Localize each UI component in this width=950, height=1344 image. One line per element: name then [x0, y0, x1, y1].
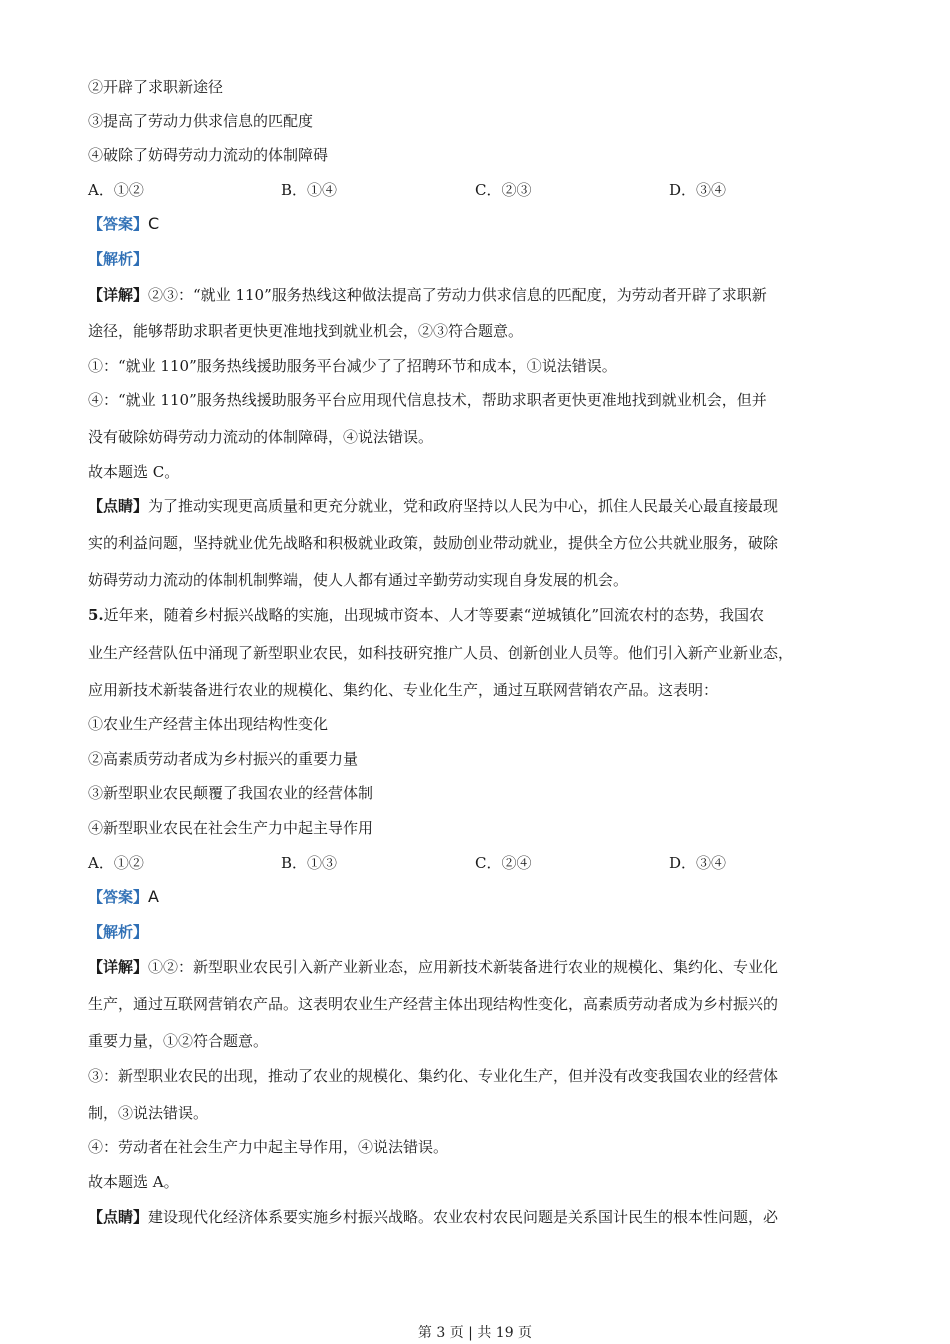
- q4-detail-line-2: 途径，能够帮助求职者更快更准地找到就业机会，②③符合题意。: [88, 322, 524, 340]
- q5-option-4: ④新型职业农民在社会生产力中起主导作用: [88, 819, 374, 837]
- q4-detail-line-4: ④：“就业 110”服务热线援助服务平台应用现代信息技术，帮助求职者更快更准地找到就业机会，但并: [88, 391, 767, 409]
- q5-detail-line-6: ④：劳动者在社会生产力中起主导作用，④说法错误。: [88, 1138, 449, 1156]
- q5-choice-d: D．③④: [669, 854, 727, 872]
- q5-choice-b: B．①③: [281, 854, 338, 872]
- q5-detail-line-5: 制，③说法错误。: [88, 1104, 209, 1122]
- detail-tag: 【详解】: [88, 286, 149, 304]
- q4-choice-a: A．①②: [88, 181, 144, 199]
- answer-tag: 【答案】: [88, 215, 149, 233]
- point-tag: 【点睛】: [88, 497, 149, 515]
- answer-value: A: [148, 887, 159, 906]
- q4-detail-line-3: ①：“就业 110”服务热线援助服务平台减少了了招聘环节和成本，①说法错误。: [88, 357, 617, 375]
- q5-detail-line-1: [88, 957, 778, 977]
- point-text: 为了推动实现更高质量和更充分就业，党和政府坚持以人民为中心，抓住人民最关心最直接最现: [148, 497, 779, 515]
- q5-detail-line-3: 重要力量，①②符合题意。: [88, 1032, 269, 1050]
- q4-option-4: ④破除了妨碍劳动力流动的体制障碍: [88, 146, 329, 164]
- q4-choice-d: D．③④: [669, 181, 727, 199]
- q5-option-1: ①农业生产经营主体出现结构性变化: [88, 715, 329, 733]
- stem-text: 近年来，随着乡村振兴战略的实施，出现城市资本、人才等要素“逆城镇化”回流农村的态势，我国农: [103, 606, 765, 624]
- point-text: 建设现代化经济体系要实施乡村振兴战略。农业农村农民问题是关系国计民生的根本性问题，必: [148, 1208, 779, 1226]
- answer-value: C: [148, 214, 160, 233]
- q5-conclusion: 故本题选 A。: [88, 1173, 179, 1191]
- point-tag: 【点睛】: [88, 1208, 149, 1226]
- q5-stem-line-1: [88, 605, 764, 625]
- q4-analysis-tag: [88, 249, 148, 269]
- q4-answer-line: [88, 214, 159, 234]
- q5-option-3: ③新型职业农民颠覆了我国农业的经营体制: [88, 784, 374, 802]
- q5-option-2: ②高素质劳动者成为乡村振兴的重要力量: [88, 750, 359, 768]
- analysis-tag: 【解析】: [88, 250, 149, 268]
- q4-point-line-2: 实的利益问题，坚持就业优先战略和积极就业政策，鼓励创业带动就业，提供全方位公共就业服务，破除: [88, 534, 779, 552]
- detail-text: ①②：新型职业农民引入新产业新业态，应用新技术新装备进行农业的规模化、集约化、专业化: [148, 958, 779, 976]
- detail-tag: 【详解】: [88, 958, 149, 976]
- q5-point-line-1: [88, 1207, 778, 1227]
- q4-conclusion: 故本题选 C。: [88, 463, 180, 481]
- q4-choice-b: B．①④: [281, 181, 338, 199]
- q5-choice-c: C．②④: [475, 854, 532, 872]
- q5-answer-line: [88, 887, 159, 907]
- question-number: 5.: [88, 606, 104, 624]
- q4-point-line-1: [88, 496, 778, 516]
- q4-option-3: ③提高了劳动力供求信息的匹配度: [88, 112, 314, 130]
- q4-detail-line-1: [88, 285, 767, 305]
- analysis-tag: 【解析】: [88, 923, 149, 941]
- q4-point-line-3: 妨碍劳动力流动的体制机制弊端，使人人都有通过辛勤劳动实现自身发展的机会。: [88, 571, 629, 589]
- q5-detail-line-4: ③：新型职业农民的出现，推动了农业的规模化、集约化、专业化生产，但并没有改变我国农业的经营体: [88, 1067, 779, 1085]
- answer-tag: 【答案】: [88, 888, 149, 906]
- q4-detail-line-5: 没有破除妨碍劳动力流动的体制障碍，④说法错误。: [88, 428, 434, 446]
- q4-choice-c: C．②③: [475, 181, 532, 199]
- q5-choice-a: A．①②: [88, 854, 144, 872]
- q5-detail-line-2: 生产，通过互联网营销农产品。这表明农业生产经营主体出现结构性变化，高素质劳动者成为乡村振兴的: [88, 995, 779, 1013]
- q5-stem-line-2: 业生产经营队伍中涌现了新型职业农民，如科技研究推广人员、创新创业人员等。他们引入新产业新业态，: [88, 644, 794, 662]
- q5-stem-line-3: 应用新技术新装备进行农业的规模化、集约化、专业化生产，通过互联网营销农产品。这表明：: [88, 681, 719, 699]
- page-footer: 第 3 页 | 共 19 页: [417, 1325, 533, 1341]
- detail-text: ②③：“就业 110”服务热线这种做法提高了劳动力供求信息的匹配度，为劳动者开辟了求职新: [148, 286, 767, 304]
- q5-analysis-tag: [88, 922, 148, 942]
- q4-option-2: ②开辟了求职新途径: [88, 78, 224, 96]
